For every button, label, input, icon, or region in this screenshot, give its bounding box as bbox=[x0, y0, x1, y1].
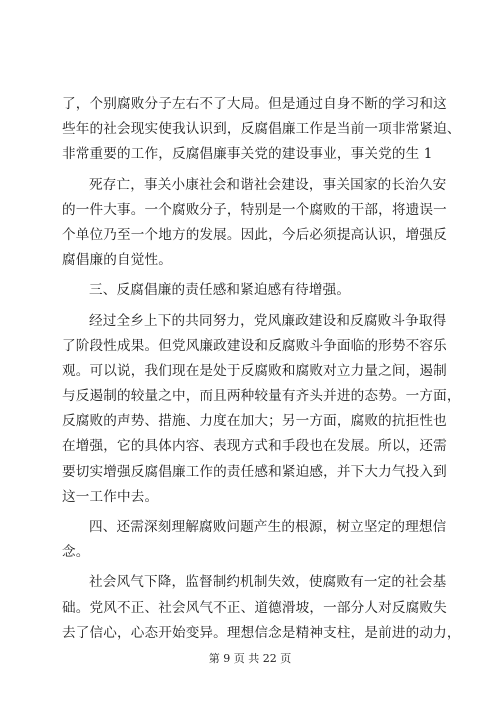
text-line: 社会风气下降，监督制约机制失效，使腐败有一定的社会基 bbox=[89, 574, 447, 591]
paragraph bbox=[62, 92, 461, 168]
text-line: 腐倡廉的自觉性。 bbox=[62, 252, 172, 269]
paragraph bbox=[62, 278, 444, 303]
text-line: 经过全乡上下的共同努力，党风廉政建设和反腐败斗争取得 bbox=[89, 312, 447, 329]
text-line: 的一件大事。一个腐败分子，特别是一个腐败的干部，将遗误一 bbox=[62, 201, 447, 218]
text-line: 念。 bbox=[62, 544, 90, 561]
text-line: 要切实增强反腐倡廉工作的责任感和紧迫感，并下大力气投入到 bbox=[62, 463, 447, 480]
text-line: 四、还需深刻理解腐败问题产生的根源，树立坚定的理想信 bbox=[89, 519, 447, 535]
text-line: 与反遏制的较量之中，而且两种较量有齐头并进的态势。一方面， bbox=[62, 388, 461, 405]
paragraph bbox=[62, 515, 447, 565]
text-line: 三、反腐倡廉的责任感和紧迫感有待增强。 bbox=[89, 282, 351, 299]
text-line: 观。可以说，我们现在是处于反腐败和腐败对立力量之间，遏制 bbox=[62, 362, 447, 379]
paragraph bbox=[62, 173, 447, 274]
page-footer: 第 9 页 共 22 页 bbox=[208, 652, 292, 665]
text-line: 去了信心，心态开始变异。理想信念是精神支柱，是前进的动力， bbox=[62, 624, 461, 641]
text-line: 础。党风不正、社会风气不正、道德滑坡，一部分人对反腐败失 bbox=[62, 599, 447, 616]
text-line: 反腐败的声势、措施、力度在加大；另一方面，腐败的抗拒性也 bbox=[62, 413, 447, 430]
paragraph bbox=[62, 309, 461, 511]
text-line: 这一工作中去。 bbox=[62, 488, 159, 505]
paragraph bbox=[62, 570, 461, 646]
text-line: 了阶段性成果。但党风廉政建设和反腐败斗争面临的形势不容乐 bbox=[62, 337, 447, 354]
text-line: 非常重要的工作，反腐倡廉事关党的建设事业，事关党的生 1 bbox=[62, 146, 433, 163]
text-line: 些年的社会现实使我认识到，反腐倡廉工作是当前一项非常紧迫、 bbox=[62, 121, 461, 138]
text-line: 死存亡，事关小康社会和谐社会建设，事关国家的长治久安 bbox=[89, 176, 447, 193]
text-line: 个单位乃至一个地方的发展。因此，今后必须提高认识，增强反 bbox=[62, 226, 447, 243]
body-text bbox=[62, 92, 461, 646]
text-line: 在增强，它的具体内容、表现方式和手段也在发展。所以，还需 bbox=[62, 438, 447, 455]
text-line: 了，个别腐败分子左右不了大局。但是通过自身不断的学习和这 bbox=[62, 96, 447, 112]
